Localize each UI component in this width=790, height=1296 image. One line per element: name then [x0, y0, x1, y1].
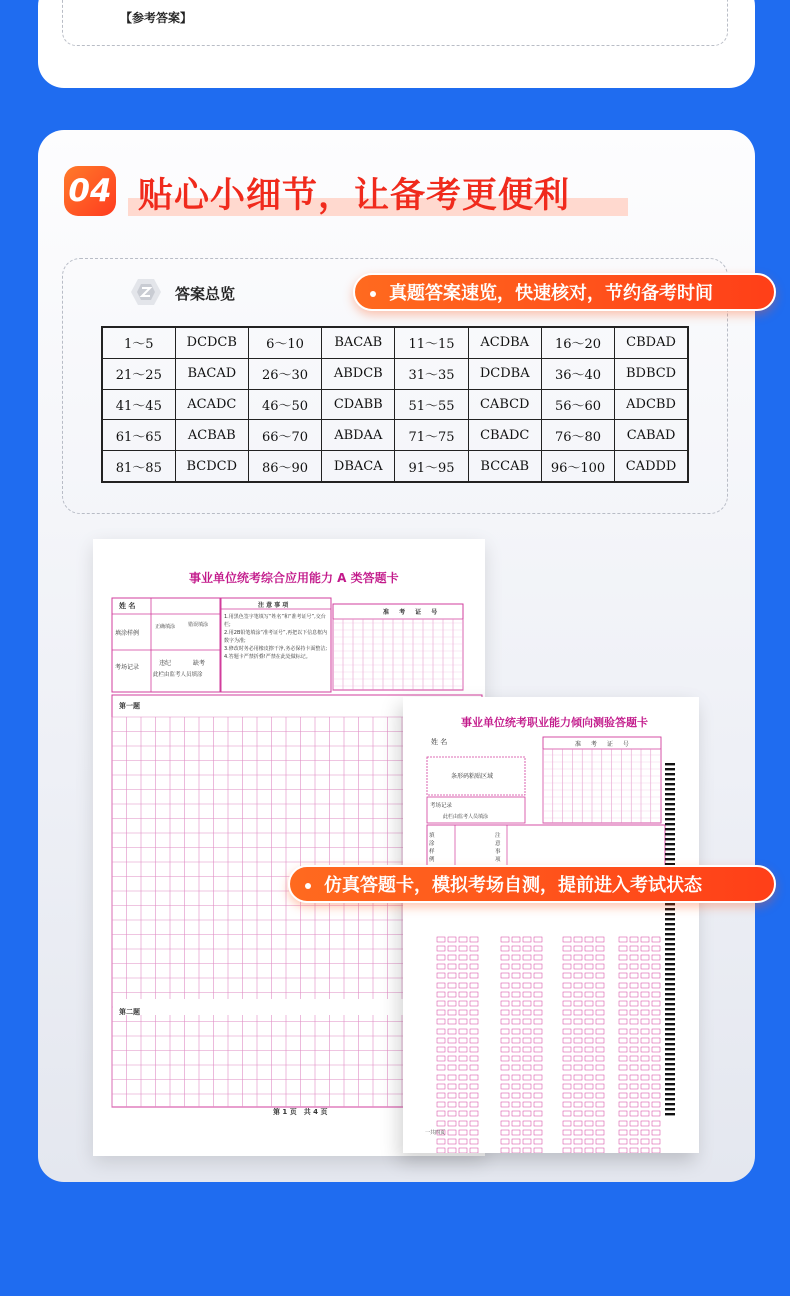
sheet-a-note: 2.用2B铅笔填涂“准考证号”,再把以下信息框内数字为准; [224, 630, 328, 644]
answer-key-cell: DCDCB [175, 327, 248, 358]
question-range-cell: 1～5 [102, 327, 175, 358]
sheet-a-note: 4.答题卡严禁折叠!严禁在此处做标记。 [224, 654, 311, 660]
question-range-cell: 6～10 [248, 327, 321, 358]
answer-key-cell: CBDAD [615, 327, 688, 358]
sheet-b-notice-label: 注意事项 [495, 833, 501, 863]
sheet-a-title: 事业单位统考综合应用能力 A 类答题卡 [189, 571, 399, 585]
answer-table-row [102, 327, 688, 358]
sheet-a-staff-note: 此栏由监考人员填涂 [153, 672, 203, 678]
sheet-a-part2: 第二题 [119, 1008, 140, 1016]
answer-key-cell: ACDBA [468, 327, 541, 358]
sheet-a-part1: 第一题 [119, 702, 140, 710]
question-range-cell: 26～30 [248, 358, 321, 389]
sheet-a-name-label: 姓 名 [119, 602, 136, 610]
answer-key-cell: BCCAB [468, 451, 541, 482]
answer-key-cell: CDABB [322, 389, 395, 420]
sheet-b-ticket-label: 准 考 证 号 [575, 741, 633, 748]
answer-callout-pill [353, 273, 776, 311]
answer-table-row [102, 389, 688, 420]
sheet-b-staff-note: 此栏由监考人员填涂 [443, 814, 489, 820]
question-range-cell: 51～55 [395, 389, 468, 420]
answer-table-row [102, 420, 688, 451]
answer-key-cell: CBADC [468, 420, 541, 451]
question-range-cell: 66～70 [248, 420, 321, 451]
sheet-a-wrong: 错误填涂 [188, 622, 209, 628]
answer-key-cell: ACBAB [175, 420, 248, 451]
sheet-b-name-label: 姓 名 [431, 738, 448, 746]
question-range-cell: 31～35 [395, 358, 468, 389]
answer-key-cell: CABCD [468, 389, 541, 420]
answer-sheet-b [403, 697, 699, 1153]
question-range-cell: 56～60 [541, 389, 614, 420]
sheet-a-absent: 违纪 [159, 660, 172, 667]
answer-key-cell: ACADC [175, 389, 248, 420]
answer-key-cell: ABDCB [322, 358, 395, 389]
question-range-cell: 76～80 [541, 420, 614, 451]
reference-answer-label: 【参考答案】 [120, 11, 193, 25]
answer-key-cell: CABAD [615, 420, 688, 451]
bullet-dot-icon [305, 883, 311, 889]
sheet-a-footer: 第 1 页 共 4 页 [273, 1108, 328, 1116]
question-range-cell: 61～65 [102, 420, 175, 451]
answer-key-cell: BCDCD [175, 451, 248, 482]
question-range-cell: 96～100 [541, 451, 614, 482]
sheet-b-exam-record: 考场记录 [430, 803, 453, 809]
answer-key-cell: ADCBD [615, 389, 688, 420]
answer-summary-heading: 答案总览 [175, 285, 236, 303]
answer-key-cell: BACAD [175, 358, 248, 389]
sheet-callout-text: 仿真答题卡，模拟考场自测，提前进入考试状态 [324, 875, 702, 896]
sheet-a-missing: 缺考 [193, 660, 206, 667]
sheet-b-barcode-area: 条形码粘贴区域 [451, 773, 494, 780]
answer-key-cell: CADDD [615, 451, 688, 482]
sheet-a-note: 1.用黑色签字笔填写“姓名”和“准考证号”,交台栏; [224, 614, 326, 628]
question-range-cell: 46～50 [248, 389, 321, 420]
question-range-cell: 71～75 [395, 420, 468, 451]
answer-callout-text: 真题答案速览，快速核对，节约备考时间 [389, 283, 713, 304]
question-range-cell: 11～15 [395, 327, 468, 358]
answer-table-row [102, 451, 688, 482]
question-range-cell: 91～95 [395, 451, 468, 482]
sheet-b-fill-label: 填涂样例 [429, 833, 435, 863]
sheet-a-ticket-label: 准 考 证 号 [383, 609, 442, 616]
sheet-b-footer: 一共四页 [425, 1130, 446, 1136]
sheet-a-fill-example: 填涂样例 [115, 630, 140, 637]
question-range-cell: 36～40 [541, 358, 614, 389]
section-title: 贴心小细节，让备考更便利 [138, 176, 571, 216]
question-range-cell: 81～85 [102, 451, 175, 482]
bullet-dot-icon [370, 291, 376, 297]
sheet-a-notes [224, 613, 329, 661]
hexagon-logo-icon [130, 278, 162, 306]
sheet-a-notice-label: 注 意 事 项 [258, 602, 289, 609]
answer-key-cell: DCDBA [468, 358, 541, 389]
question-range-cell: 21～25 [102, 358, 175, 389]
sheet-a-exam-record: 考场记录 [115, 664, 140, 671]
answer-table-row [102, 358, 688, 389]
sheet-callout-pill [288, 865, 776, 903]
answer-key-cell: BDBCD [615, 358, 688, 389]
sheet-b-grid [403, 697, 699, 1153]
section-number-badge: 04 [64, 166, 116, 216]
question-range-cell: 86～90 [248, 451, 321, 482]
answer-key-cell: ABDAA [322, 420, 395, 451]
sheet-a-note: 3.修改时务必用橡皮擦干净,务必保持卡面整洁; [224, 646, 328, 652]
question-range-cell: 41～45 [102, 389, 175, 420]
answer-key-cell: DBACA [322, 451, 395, 482]
sheet-b-title: 事业单位统考职业能力倾向测验答题卡 [461, 716, 648, 729]
sheet-a-correct: 正确填涂 [155, 624, 176, 630]
answer-key-cell: BACAB [322, 327, 395, 358]
answer-table [101, 326, 689, 483]
question-range-cell: 16～20 [541, 327, 614, 358]
